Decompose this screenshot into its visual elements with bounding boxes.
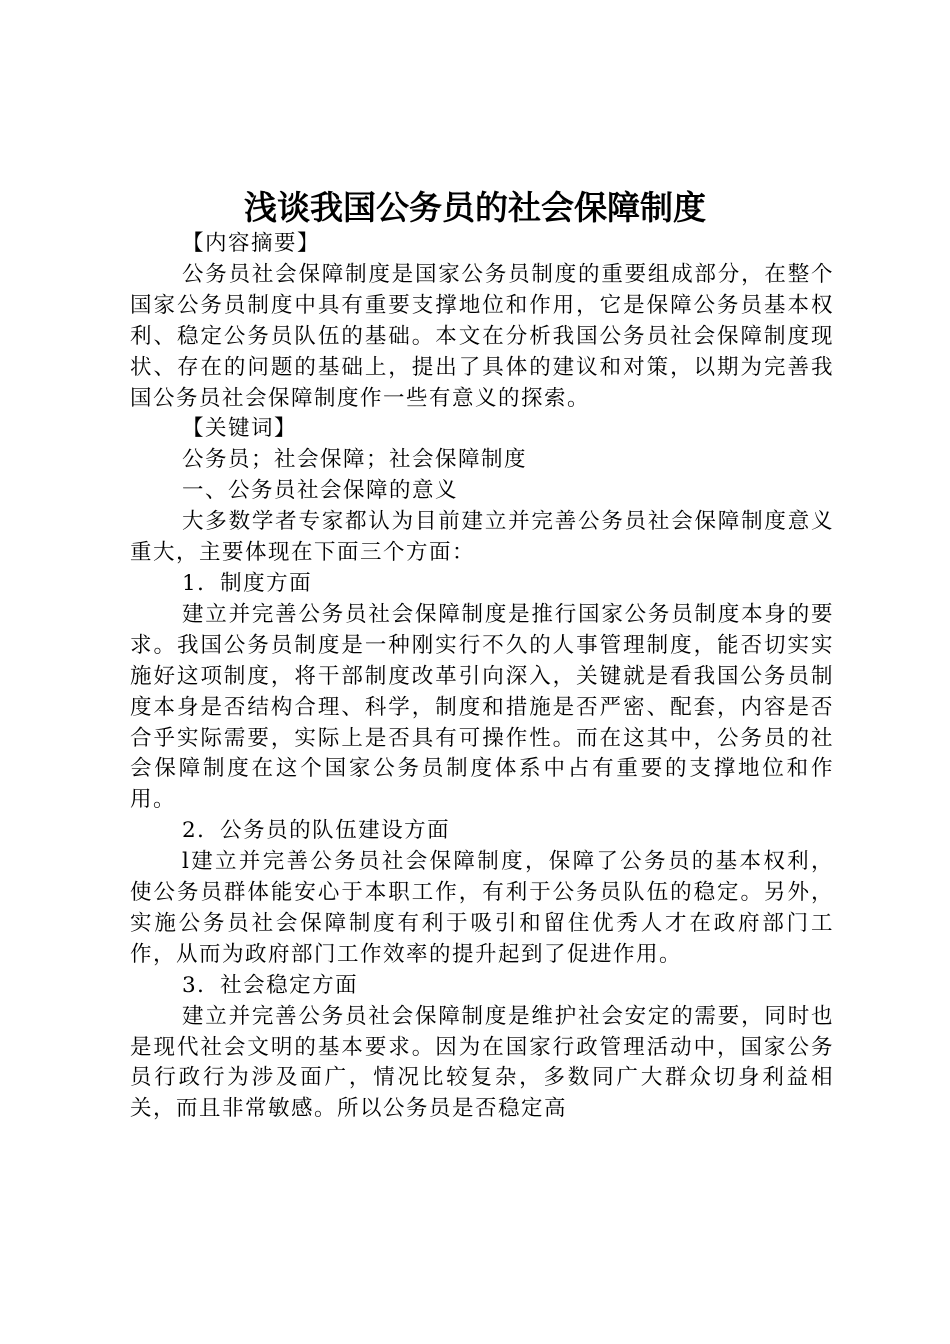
subsection-heading-stability: 3．社会稳定方面	[182, 972, 359, 998]
document-body	[130, 229, 834, 1125]
document-title: 浅谈我国公务员的社会保障制度	[244, 188, 706, 227]
subsection-paragraph-system: 建立并完善公务员社会保障制度是推行国家公务员制度本身的要求。我国公务员制度是一种刚实行不久的人事管理制度，能否切实实施好这项制度，将干部制度改革引向深入，关键就是看我国公务员制度本身是否结构合理、科学，制度和措施是否严密、配套，内容是否合乎实际需要，实际上是否具有可操作性。而在这其中，公务员的社会保障制度在这个国家公务员制度体系中占有重要的支撑地位和作用。	[130, 601, 834, 813]
section-intro-paragraph: 大多数学者专家都认为目前建立并完善公务员社会保障制度意义重大，主要体现在下面三个方面：	[130, 509, 834, 566]
subsection-paragraph-stability: 建立并完善公务员社会保障制度是维护社会安定的需要，同时也是现代社会文明的基本要求。因为在国家行政管理活动中，国家公务员行政行为涉及面广，情况比较复杂，多数同广大群众切身利益相关，而且非常敏感。所以公务员是否稳定高	[130, 1003, 834, 1122]
keywords-heading: 【关键词】	[182, 416, 298, 442]
abstract-paragraph: 公务员社会保障制度是国家公务员制度的重要组成部分，在整个国家公务员制度中具有重要支撑地位和作用，它是保障公务员基本权利、稳定公务员队伍的基础。本文在分析我国公务员社会保障制度现状、存在的问题的基础上，提出了具体的建议和对策，以期为完善我国公务员社会保障制度作一些有意义的探索。	[130, 261, 834, 411]
subsection-paragraph-team: l建立并完善公务员社会保障制度，保障了公务员的基本权利，使公务员群体能安心于本职工作，有利于公务员队伍的稳定。另外，实施公务员社会保障制度有利于吸引和留住优秀人才在政府部门工作，从而为政府部门工作效率的提升起到了促进作用。	[130, 849, 834, 967]
keywords-paragraph: 公务员；社会保障；社会保障制度	[182, 447, 528, 473]
subsection-heading-team: 2．公务员的队伍建设方面	[182, 818, 451, 844]
section-heading-significance: 一、公务员社会保障的意义	[182, 478, 459, 504]
abstract-heading: 【内容摘要】	[182, 231, 321, 256]
subsection-heading-system: 1．制度方面	[182, 570, 313, 596]
